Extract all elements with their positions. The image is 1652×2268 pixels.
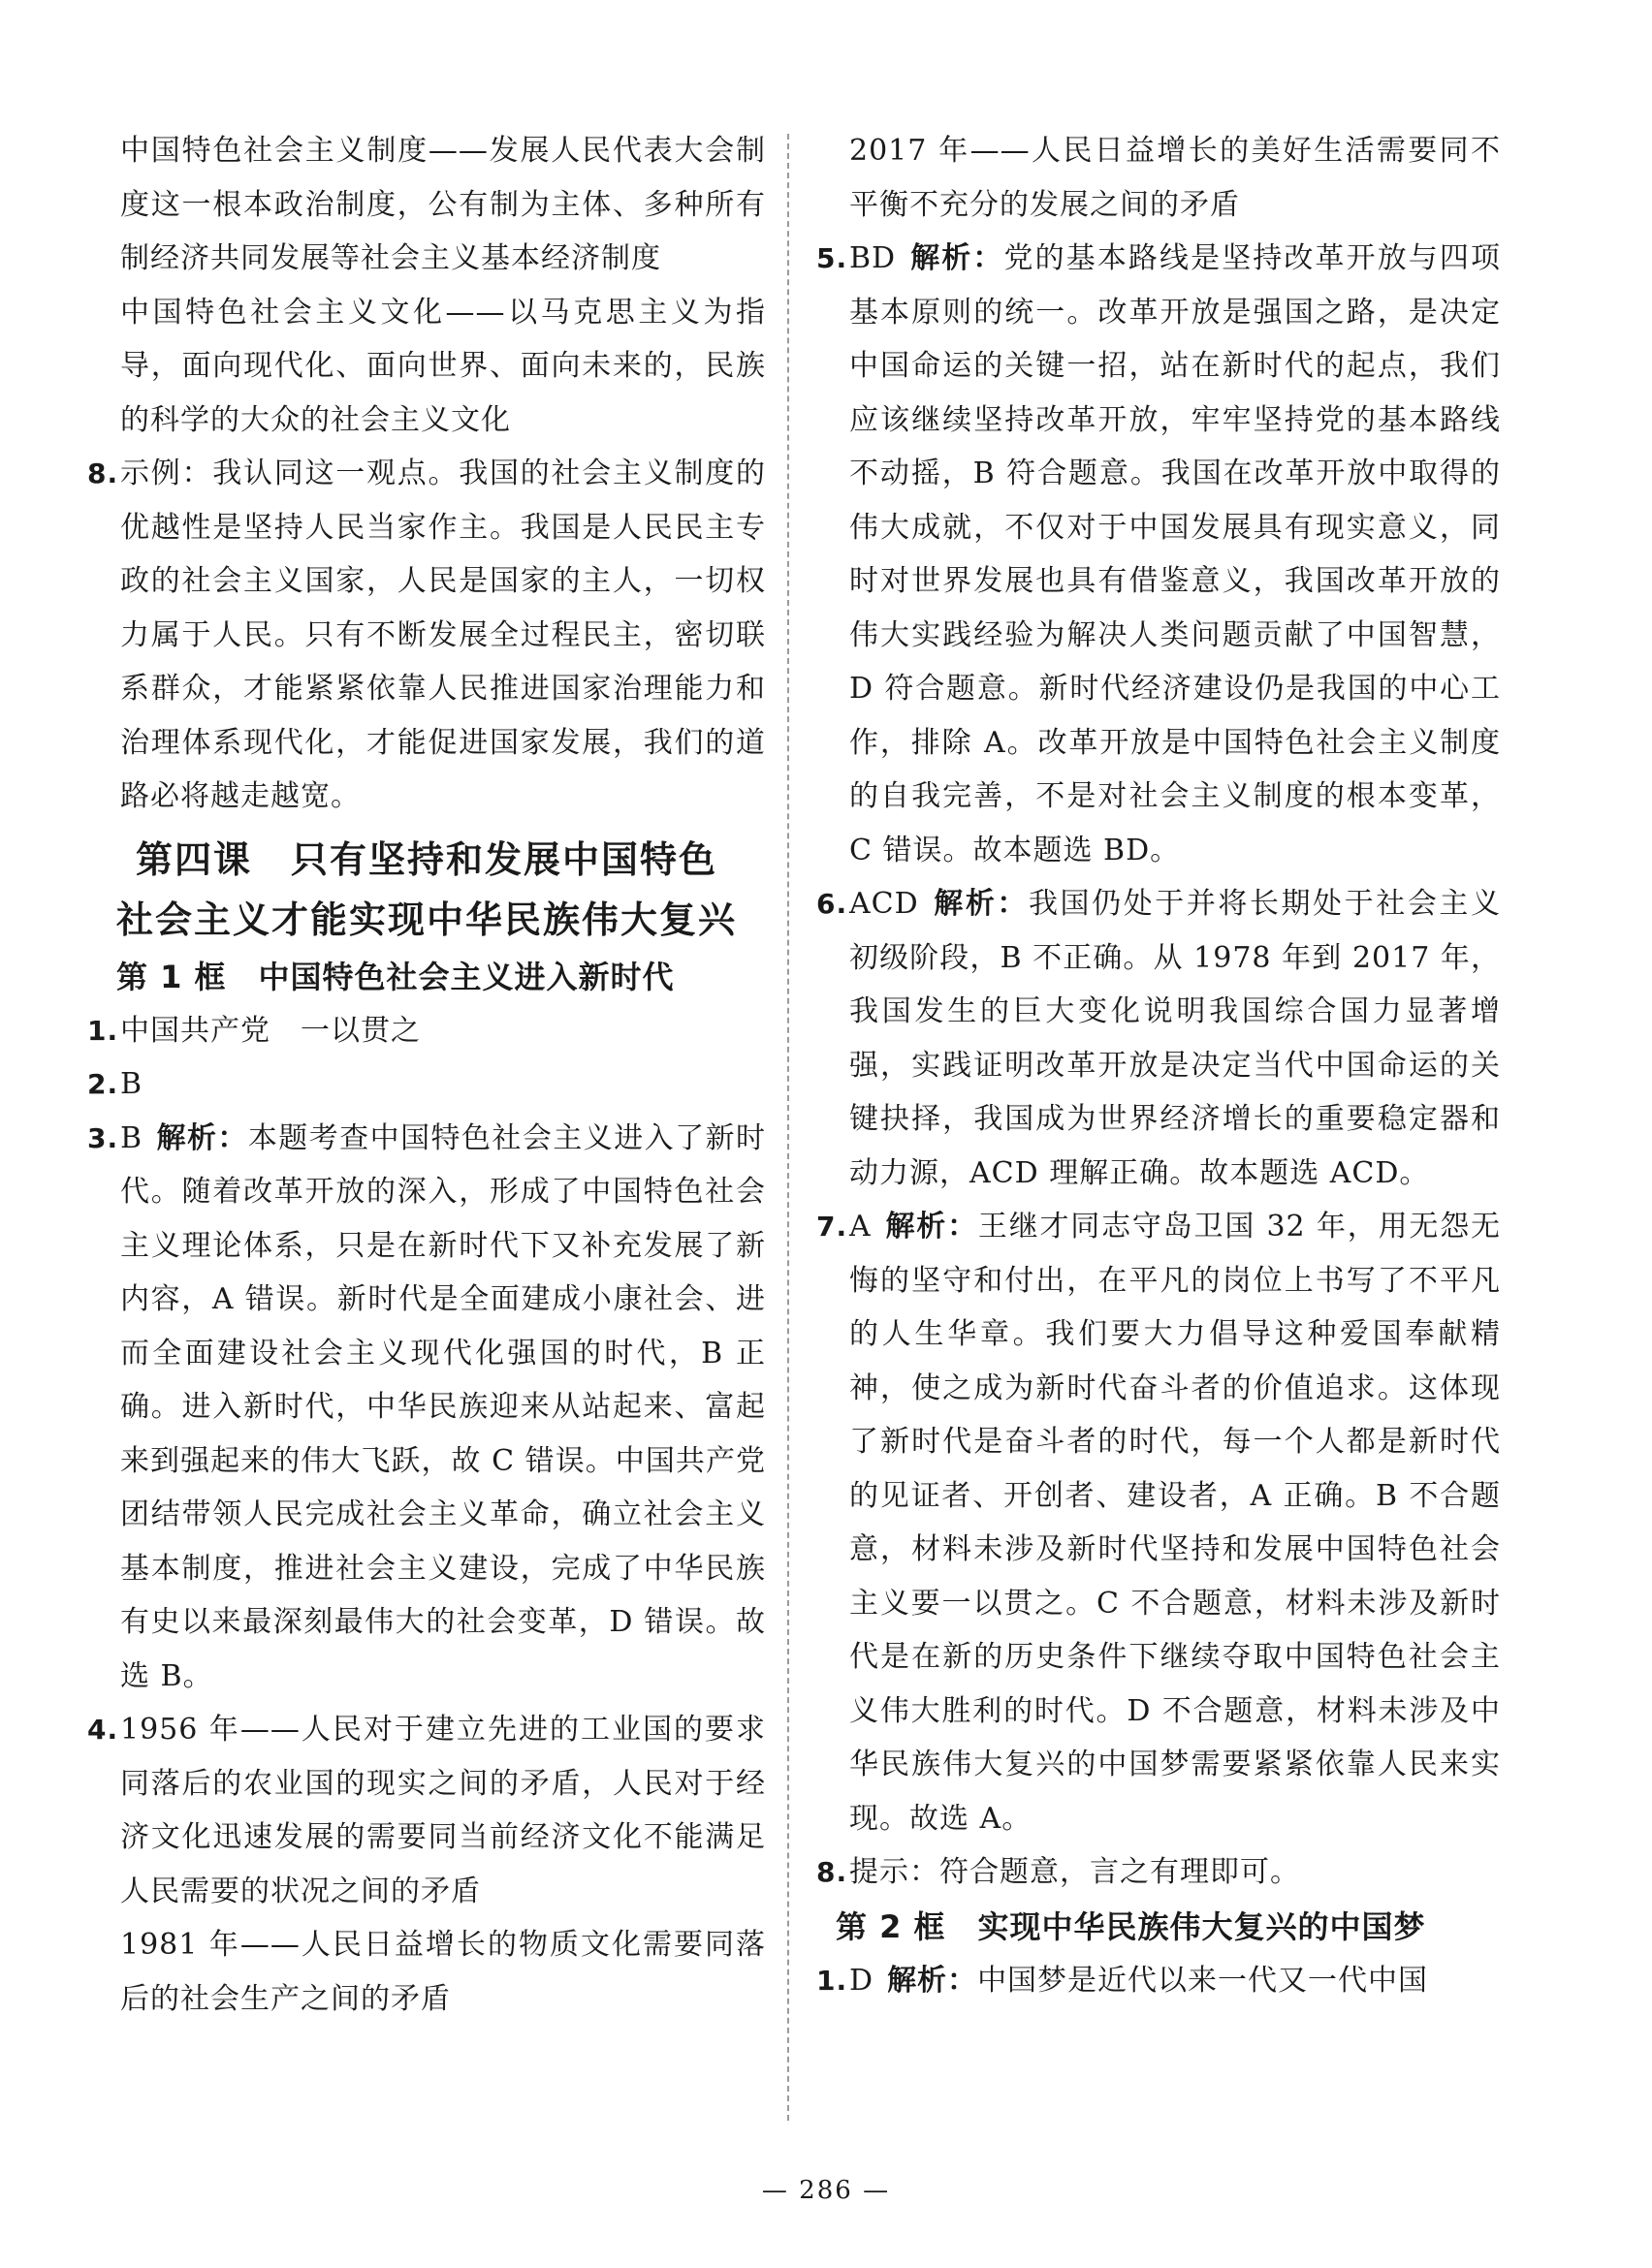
answer-item-3	[87, 1112, 766, 1704]
analysis-label: 解析：	[887, 1963, 978, 1998]
answer-text: 2017 年——人民日益增长的美好生活需要同不平衡不充分的发展之间的矛盾	[849, 134, 1501, 222]
answer-text: 1981 年——人民日益增长的物质文化需要同落后的社会生产之间的矛盾	[120, 1928, 766, 2016]
answer-item-6	[816, 877, 1501, 1200]
analysis-text: 中国梦是近代以来一代又一代中国	[977, 1963, 1429, 1998]
lesson-title: 第四课 只有坚持和发展中国特色	[135, 837, 717, 881]
answer-text: 中国特色社会主义文化——以马克思主义为指导，面向现代化、面向世界、面向未来的，民族的科学的大众的社会主义文化	[120, 295, 766, 437]
item-number: 5.	[816, 242, 848, 274]
answer-item-8	[816, 1845, 1501, 1900]
answer-text: 提示：符合题意，言之有理即可。	[849, 1855, 1300, 1889]
item-number: 8.	[87, 457, 119, 489]
analysis-text: 党的基本路线是坚持改革开放与四项基本原则的统一。改革开放是强国之路，是决定中国命运的关键一招，站在新时代的起点，我们应该继续坚持改革开放，牢牢坚持党的基本路线不动摇，B 符合题意。我国在改革开放中取得的伟大成就，不仅对于中国发展具有现实意义，同时对世界发展也具有借鉴意义，我国改革开放的伟大实践经验为解决人类问题贡献了中国智慧，D 符合题意。新时代经济建设仍是我国的中心工作，排除 A。改革开放是中国特色社会主义制度的自我完善，不是对社会主义制度的根本变革，C 错误。故本题选 BD。	[849, 241, 1502, 867]
analysis-text: 王继才同志守岛卫国 32 年，用无怨无悔的坚守和付出，在平凡的岗位上书写了不平凡的人生华章。我们要大力倡导这种爱国奉献精神，使之成为新时代奋斗者的价值追求。这体现了新时代是奋斗者的时代，每一个人都是新时代的见证者、开创者、建设者，A 正确。B 不合题意，材料未涉及新时代坚持和发展中国特色社会主义要一以贯之。C 不合题意，材料未涉及新时代是在新的历史条件下继续夺取中国特色社会主义伟大胜利的时代。D 不合题意，材料未涉及中华民族伟大复兴的中国梦需要紧紧依靠人民来实现。故选 A。	[849, 1210, 1501, 1836]
analysis-label: 解析：	[156, 1120, 248, 1155]
page-number: — 286 —	[761, 2176, 891, 2205]
answer-item-1	[87, 1004, 766, 1058]
analysis-text: 我国仍处于并将长期处于社会主义初级阶段，B 不正确。从 1978 年到 2017 年，我国发生的巨大变化说明我国综合国力显著增强，实践证明改革开放是决定当代中国命运的关键抉择，我国成为世界经济增长的重要稳定器和动力源，ACD 理解正确。故本题选 ACD。	[849, 887, 1502, 1190]
frame-title: 第 2 框 实现中华民族伟大复兴的中国梦	[836, 1907, 1426, 1945]
answer-item-1	[816, 1954, 1501, 2008]
answer-item-5	[816, 232, 1501, 877]
lesson-title: 社会主义才能实现中华民族伟大复兴	[115, 898, 737, 941]
answer-item-4	[87, 1703, 766, 1918]
answer-item-2	[87, 1057, 766, 1112]
item-number: 3.	[87, 1121, 119, 1154]
answer-text: 中国共产党 一以贯之	[120, 1013, 421, 1048]
analysis-text: 本题考查中国特色社会主义进入了新时代。随着改革开放的深入，形成了中国特色社会主义理论体系，只是在新时代下又补充发展了新内容，A 错误。新时代是全面建成小康社会、进而全面建设社会主义现代化强国的时代，B 正确。进入新时代，中华民族迎来从站起来、富起来到强起来的伟大飞跃，故 C 错误。中国共产党团结带领人民完成社会主义革命，确立社会主义基本制度，推进社会主义建设，完成了中华民族有史以来最深刻最伟大的社会变革，D 错误。故选 B。	[120, 1120, 767, 1693]
answer-text: 中国特色社会主义制度——发展人民代表大会制度这一根本政治制度，公有制为主体、多种所有制经济共同发展等社会主义基本经济制度	[120, 134, 766, 275]
item-number: 4.	[87, 1714, 119, 1746]
left-column	[87, 124, 766, 2026]
answer-choice: B	[120, 1120, 143, 1155]
answer-item-8	[87, 447, 766, 824]
item-number: 6.	[816, 888, 848, 920]
answer-choice: BD	[849, 241, 897, 275]
column-divider	[787, 134, 789, 2121]
answer-choice: ACD	[849, 887, 919, 921]
answer-choice: A	[849, 1210, 872, 1244]
item-number: 8.	[816, 1856, 848, 1888]
item-number: 1.	[816, 1964, 848, 1997]
answer-text: 1956 年——人民对于建立先进的工业国的要求同落后的农业国的现实之间的矛盾，人民对于经济文化迅速发展的需要同当前经济文化不能满足人民需要的状况之间的矛盾	[120, 1713, 766, 1908]
answer-text: 示例：我认同这一观点。我国的社会主义制度的优越性是坚持人民当家作主。我国是人民民主专政的社会主义国家，人民是国家的主人，一切权力属于人民。只有不断发展全过程民主，密切联系群众，才能紧紧依靠人民推进国家治理能力和治理体系现代化，才能促进国家发展，我们的道路必将越走越宽。	[120, 457, 766, 813]
answer-choice: D	[849, 1963, 874, 1998]
item-number: 1.	[87, 1014, 119, 1047]
answer-item-7	[816, 1200, 1501, 1845]
analysis-label: 解析：	[884, 1210, 978, 1244]
answer-text: B	[120, 1067, 143, 1101]
analysis-label: 解析：	[909, 241, 1004, 275]
analysis-label: 解析：	[932, 887, 1029, 921]
item-number: 7.	[816, 1211, 848, 1243]
item-number: 2.	[87, 1068, 119, 1100]
right-column	[816, 124, 1501, 2007]
frame-title: 第 1 框 中国特色社会主义进入新时代	[116, 958, 675, 995]
